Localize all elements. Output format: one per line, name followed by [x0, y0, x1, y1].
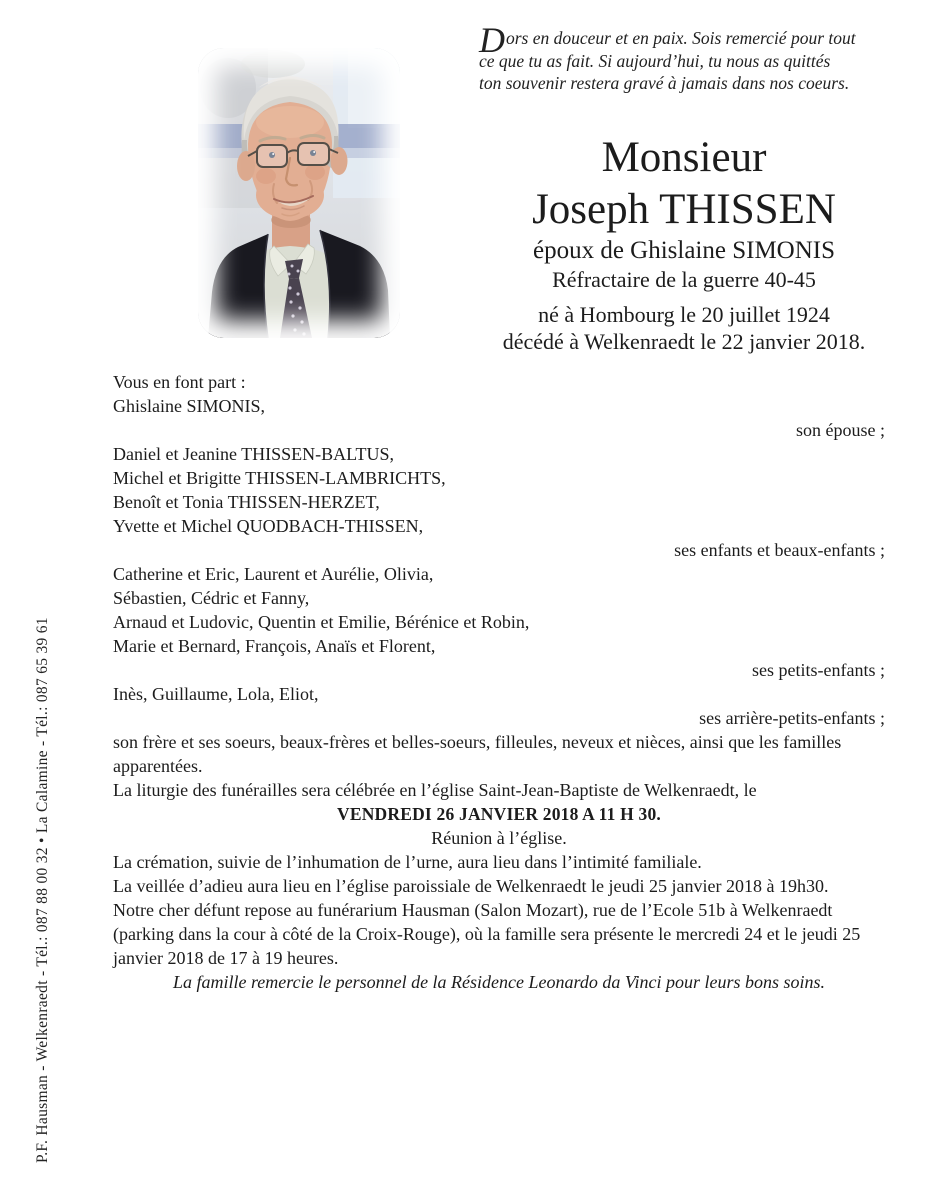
announcement-intro: Vous en font part :: [113, 372, 246, 392]
family-group-children: [113, 442, 885, 538]
meeting-line: Réunion à l’église.: [431, 828, 567, 848]
relation-label-great-grandchildren: ses arrière-petits-enfants ;: [699, 708, 885, 728]
spouse-line: époux de Ghislaine SIMONIS: [532, 237, 836, 264]
portrait-illustration: [198, 48, 400, 338]
cremation-paragraph: La crémation, suivie de l’inhumation de l’urne, aura lieu dans l’intimité familiale.: [113, 852, 702, 872]
thanks-line: La famille remercie le personnel de la Résidence Leonardo da Vinci pour leurs bons soins.: [172, 972, 826, 992]
deceased-name: Joseph THISSEN: [532, 186, 836, 233]
ceremony-date: VENDREDI 26 JANVIER 2018 A 11 H 30.: [337, 804, 661, 824]
repose-paragraph: Notre cher défunt repose au funérarium Hausman (Salon Mozart), rue de l’Ecole 51b à Welkenraedt (parking dans la cour à côté de la Croix-Rouge), où la famille sera présente le mercredi 24 et le jeudi 25 janvier 2018 de 17 à 19 heures.: [113, 900, 861, 968]
relation-label-spouse: son épouse ;: [796, 420, 885, 440]
relation-label-grandchildren: ses petits-enfants ;: [752, 660, 885, 680]
family-member-line: Michel et Brigitte THISSEN-LAMBRICHTS,: [113, 468, 446, 488]
family-member-line: Marie et Bernard, François, Anaïs et Florent,: [113, 636, 436, 656]
family-member-line: Benoît et Tonia THISSEN-HERZET,: [113, 492, 380, 512]
family-member-line: Ghislaine SIMONIS,: [113, 396, 265, 416]
family-member-line: Arnaud et Ludovic, Quentin et Emilie, Bérénice et Robin,: [113, 612, 530, 632]
liturgy-paragraph: La liturgie des funérailles sera célébrée en l’église Saint-Jean-Baptiste de Welkenraedt, le: [113, 780, 757, 800]
epitaph-line-2: ce que tu as fait. Si aujourd’hui, tu nous as quittés: [479, 50, 831, 71]
family-member-line: Yvette et Michel QUODBACH-THISSEN,: [113, 516, 424, 536]
portrait-photo: [198, 48, 400, 338]
honor-line: Réfractaire de la guerre 40-45: [552, 267, 816, 292]
birth-line: né à Hombourg le 20 juillet 1924: [538, 302, 830, 327]
epitaph-line-1: Dors en douceur et en paix. Sois remercié pour tout: [479, 20, 856, 60]
epitaph: [479, 20, 889, 95]
family-member-line: Catherine et Eric, Laurent et Aurélie, Olivia,: [113, 564, 434, 584]
family-closing: son frère et ses soeurs, beaux-frères et belles-soeurs, filleules, neveux et nièces, ainsi que les familles apparentées.: [113, 732, 842, 776]
relation-label-children: ses enfants et beaux-enfants ;: [674, 540, 885, 560]
family-member-line: Sébastien, Cédric et Fanny,: [113, 588, 310, 608]
birth-death-lines: [468, 301, 900, 355]
deceased-title: Monsieur: [601, 134, 767, 181]
announcement-body: [113, 370, 885, 994]
vigil-paragraph: La veillée d’adieu aura lieu en l’église paroissiale de Welkenraedt le jeudi 25 janvier 2018 à 19h30.: [113, 876, 829, 896]
funeral-home-vertical-text: P.F. Hausman - Welkenraedt - Tél.: 087 88 00 32 • La Calamine - Tél.: 087 65 39 61: [34, 617, 51, 1163]
family-group-grandchildren: [113, 562, 885, 658]
family-member-line: Daniel et Jeanine THISSEN-BALTUS,: [113, 444, 394, 464]
deceased-block: [468, 131, 900, 355]
family-member-line: Inès, Guillaume, Lola, Eliot,: [113, 684, 319, 704]
epitaph-line-3: ton souvenir restera gravé à jamais dans nos coeurs.: [479, 73, 850, 93]
epitaph-dropcap: D: [479, 20, 505, 60]
death-line: décédé à Welkenraedt le 22 janvier 2018.: [502, 329, 866, 354]
